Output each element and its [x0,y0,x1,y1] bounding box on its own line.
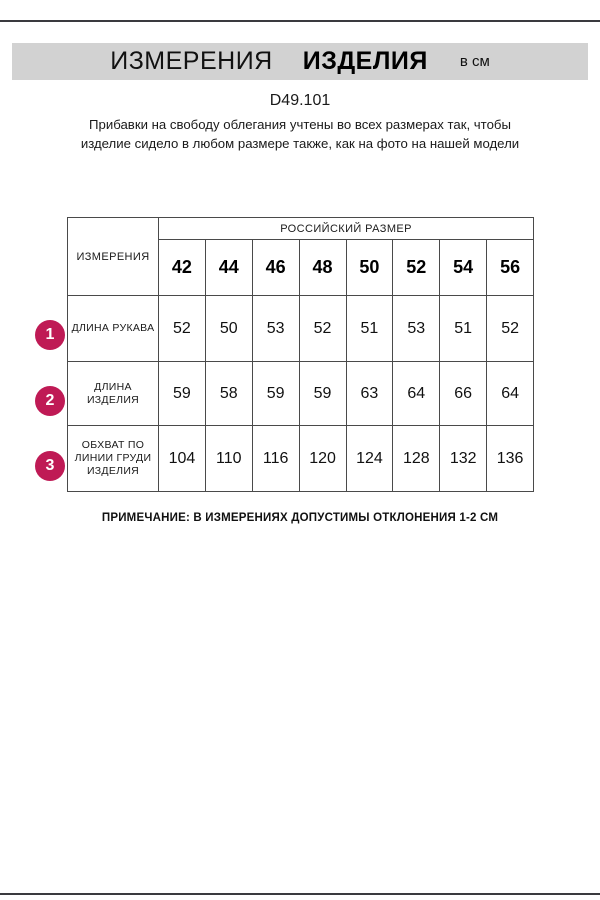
size-header-56: 56 [487,240,534,296]
fit-description: Прибавки на свободу облегания учтены во всех размерах так, чтобы изделие сидело в любом размере также, как на фото на нашей модели [80,117,520,151]
size-table-body [68,296,534,492]
row-badge-3: 3 [35,451,65,481]
row-badge-1: 1 [35,320,65,350]
cell-sleeve-48: 52 [299,296,346,362]
size-header-42: 42 [159,240,206,296]
header-measurements: ИЗМЕРЕНИЯ [68,218,159,296]
bottom-divider [0,893,600,895]
cell-chest-48: 120 [299,426,346,492]
cell-sleeve-50: 51 [346,296,393,362]
page-title-unit: в см [459,53,490,70]
cell-sleeve-52: 53 [393,296,440,362]
cell-chest-42: 104 [159,426,206,492]
cell-sleeve-44: 50 [205,296,252,362]
size-table [67,217,534,492]
cell-chest-52: 128 [393,426,440,492]
cell-chest-44: 110 [205,426,252,492]
size-table-head [68,218,534,296]
row-label-sleeve-length: ДЛИНА РУКАВА [68,296,159,362]
header-russian-size: РОССИЙСКИЙ РАЗМЕР [159,218,534,240]
page-title-strong: ИЗДЕЛИЯ [302,47,428,75]
cell-length-46: 59 [252,362,299,426]
size-header-52: 52 [393,240,440,296]
title-band [12,43,588,80]
size-header-44: 44 [205,240,252,296]
cell-sleeve-46: 53 [252,296,299,362]
cell-length-56: 64 [487,362,534,426]
cell-sleeve-54: 51 [440,296,487,362]
cell-length-54: 66 [440,362,487,426]
cell-length-48: 59 [299,362,346,426]
size-header-46: 46 [252,240,299,296]
size-header-54: 54 [440,240,487,296]
cell-chest-54: 132 [440,426,487,492]
size-header-48: 48 [299,240,346,296]
footnote-tolerance: ПРИМЕЧАНИЕ: В ИЗМЕРЕНИЯХ ДОПУСТИМЫ ОТКЛОНЕНИЯ 1-2 СМ [101,512,499,524]
row-label-chest-girth: ОБХВАТ ПО ЛИНИИ ГРУДИ ИЗДЕЛИЯ [68,426,159,492]
cell-length-42: 59 [159,362,206,426]
cell-sleeve-56: 52 [487,296,534,362]
model-code: D49.101 [269,92,331,109]
cell-chest-46: 116 [252,426,299,492]
page-title-main: ИЗМЕРЕНИЯ [110,47,273,75]
cell-sleeve-42: 52 [159,296,206,362]
top-divider [0,20,600,22]
table-header-group-row [68,218,534,240]
cell-chest-50: 124 [346,426,393,492]
size-header-50: 50 [346,240,393,296]
row-label-product-length: ДЛИНА ИЗДЕЛИЯ [68,362,159,426]
cell-length-52: 64 [393,362,440,426]
cell-chest-56: 136 [487,426,534,492]
row-badge-2: 2 [35,386,65,416]
table-row [68,296,534,362]
table-row [68,362,534,426]
table-row [68,426,534,492]
size-table-wrapper [67,217,533,492]
cell-length-50: 63 [346,362,393,426]
cell-length-44: 58 [205,362,252,426]
